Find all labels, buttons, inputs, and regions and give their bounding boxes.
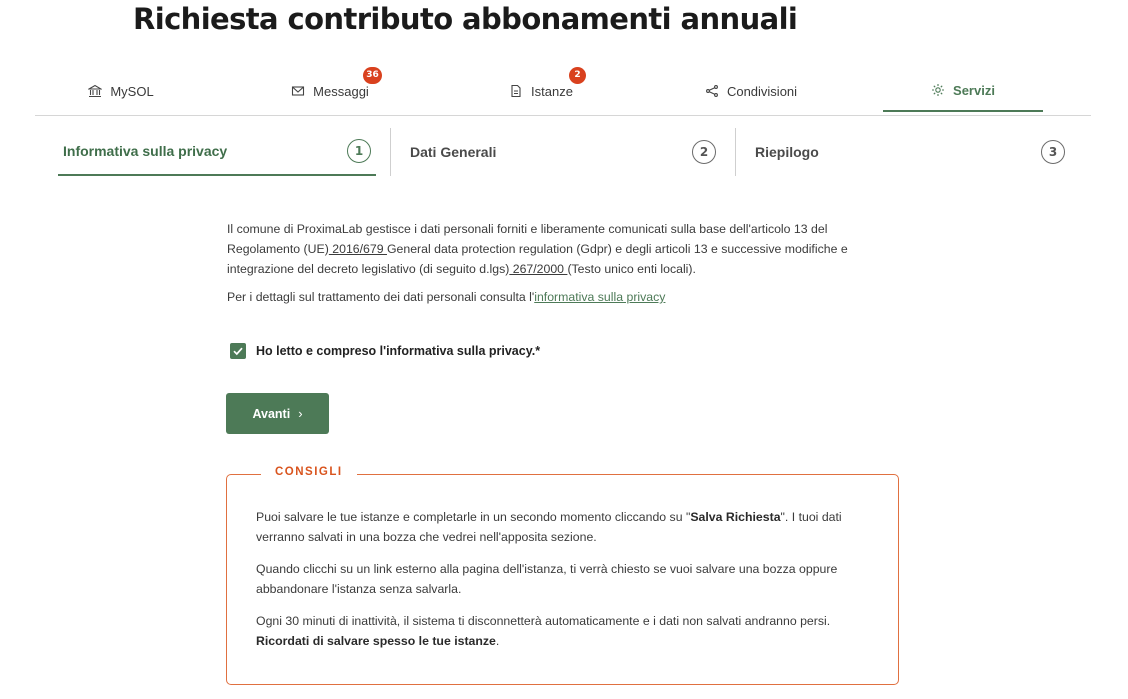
step-label: Informativa sulla privacy: [63, 143, 228, 159]
step-number: 2: [692, 140, 716, 164]
tips-box: [226, 466, 899, 685]
privacy-text: (Testo unico enti locali).: [567, 262, 696, 276]
page-title: Richiesta contributo abbonamenti annuali: [133, 2, 798, 36]
nav-item-mysol[interactable]: [75, 70, 167, 112]
nav-item-label: MySOL: [110, 83, 154, 99]
step-riepilogo[interactable]: [750, 128, 1070, 176]
nav-item-istanze[interactable]: [495, 70, 587, 112]
main-nav: [35, 70, 1091, 116]
istanze-count-badge: 2: [569, 67, 586, 84]
step-divider: [390, 128, 391, 176]
messages-count-badge: 36: [363, 67, 382, 84]
tips-title: CONSIGLI: [261, 466, 357, 478]
nav-item-condivisioni[interactable]: [695, 70, 807, 112]
document-icon: [509, 84, 523, 98]
tip-external-links: Quando clicchi su un link esterno alla pagina dell'istanza, ti verrà chiesto se vuoi salvare una bozza oppure abbandonare l'istanza senza salvarla.: [256, 562, 838, 596]
decree-link[interactable]: 267/2000: [509, 262, 568, 276]
step-number: 3: [1041, 140, 1065, 164]
chevron-right-icon: ›: [298, 406, 303, 421]
regulation-link[interactable]: 2016/679: [328, 242, 387, 256]
step-informativa-privacy[interactable]: [58, 128, 376, 176]
privacy-notice: [227, 219, 897, 279]
privacy-consent-label[interactable]: Ho letto e compreso l'informativa sulla privacy.*: [256, 344, 541, 358]
step-number: 1: [347, 139, 371, 163]
tips-body: [256, 507, 876, 663]
nav-item-servizi[interactable]: [883, 70, 1043, 112]
check-icon: [232, 345, 244, 357]
privacy-more-text: Per i dettagli sul trattamento dei dati personali consulta l': [227, 290, 535, 304]
envelope-icon: [291, 84, 305, 98]
next-button[interactable]: [226, 393, 329, 434]
gear-icon: [931, 83, 945, 97]
step-label: Riepilogo: [755, 144, 819, 160]
step-label: Dati Generali: [410, 144, 497, 160]
privacy-text: General data protection regulation (Gdpr) e degli articoli 13 e successive modifiche e integrazione del decreto legislativo (di seguito d.lgs): [227, 242, 848, 276]
share-icon: [705, 84, 719, 98]
privacy-policy-link[interactable]: informativa sulla privacy: [534, 290, 666, 304]
next-button-label: Avanti: [252, 406, 291, 421]
nav-item-label: Messaggi: [313, 83, 369, 99]
tip-save: Puoi salvare le tue istanze e completarle in un secondo momento cliccando su "Salva Richiesta". I tuoi dati verranno salvati in una bozza che vedrei nell'apposita sezione.: [256, 510, 842, 544]
privacy-text: Il comune di ProximaLab gestisce i dati personali forniti e liberamente comunicati sulla base dell'articolo 13 del Regolamento (UE): [227, 222, 828, 256]
step-dati-generali[interactable]: [405, 128, 721, 176]
bank-icon: [88, 84, 102, 98]
nav-item-label: Istanze: [531, 83, 573, 99]
step-divider: [735, 128, 736, 176]
stepper: [58, 128, 1076, 178]
privacy-consent-checkbox[interactable]: [230, 343, 246, 359]
privacy-more-info: [227, 290, 665, 304]
nav-item-label: Condivisioni: [726, 83, 798, 99]
nav-item-messaggi[interactable]: [275, 70, 385, 112]
nav-item-label: Servizi: [953, 82, 995, 98]
privacy-consent: [230, 343, 540, 359]
tip-inactivity: Ogni 30 minuti di inattività, il sistema ti disconnetterà automaticamente e i dati non salvati andranno persi. Ricordati di salvare spesso le tue istanze.: [256, 614, 831, 648]
